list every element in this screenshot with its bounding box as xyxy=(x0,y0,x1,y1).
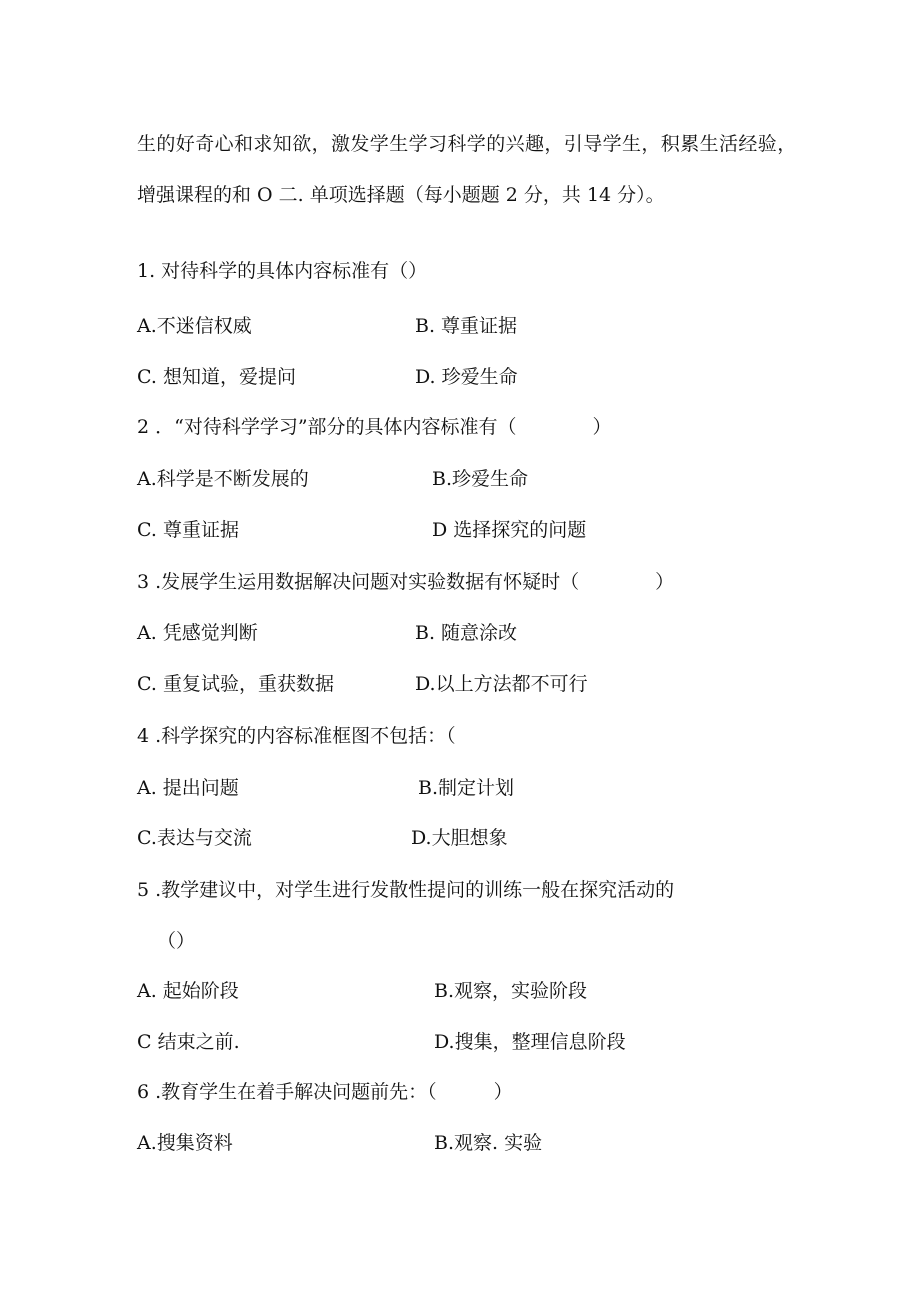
intro-line-2: 增强课程的和 O 二. 单项选择题（每小题题 2 分，共 14 分）。 xyxy=(137,184,665,206)
question-1-option-d: D. 珍爱生命 xyxy=(415,366,518,388)
question-1-stem: 1. 对待科学的具体内容标准有（） xyxy=(137,260,428,282)
question-3-option-c: C. 重复试验，重获数据 xyxy=(137,673,334,695)
question-5-stem-continuation: （） xyxy=(157,930,196,952)
question-5-stem: 5 .教学建议中，对学生进行发散性提问的训练一般在探究活动的 xyxy=(137,879,675,901)
question-2-option-b: B.珍爱生命 xyxy=(432,468,529,490)
question-5-option-c: C 结束之前. xyxy=(137,1031,240,1053)
question-3-option-b: B. 随意涂改 xyxy=(415,622,518,644)
question-4-option-a: A. 提出问题 xyxy=(137,777,239,799)
question-6-stem: 6 .教育学生在着手解决问题前先：（ ） xyxy=(137,1081,513,1103)
question-1-option-a: A.不迷信权威 xyxy=(137,315,252,337)
question-6-option-a: A.搜集资料 xyxy=(137,1132,233,1154)
question-1-option-b: B. 尊重证据 xyxy=(415,315,518,337)
intro-line-1: 生的好奇心和求知欲，激发学生学习科学的兴趣，引导学生，积累生活经验， xyxy=(137,133,797,155)
question-1-option-c: C. 想知道，爱提问 xyxy=(137,366,296,388)
question-3-option-a: A. 凭感觉判断 xyxy=(137,622,258,644)
question-2-option-c: C. 尊重证据 xyxy=(137,519,239,541)
question-5-option-a: A. 起始阶段 xyxy=(137,980,239,1002)
question-5-option-d: D.搜集，整理信息阶段 xyxy=(434,1031,626,1053)
question-2-option-a: A.科学是不断发展的 xyxy=(137,468,309,490)
question-3-stem: 3 .发展学生运用数据解决问题对实验数据有怀疑时（ ） xyxy=(137,571,675,593)
question-2-stem: 2 ．“对待科学学习”部分的具体内容标准有（ ） xyxy=(137,416,612,438)
question-6-option-b: B.观察. 实验 xyxy=(434,1132,543,1154)
question-4-option-d: D.大胆想象 xyxy=(411,827,508,849)
question-3-option-d: D.以上方法都不可行 xyxy=(415,673,588,695)
question-5-option-b: B.观察，实验阶段 xyxy=(434,980,588,1002)
question-2-option-d: D 选择探究的问题 xyxy=(432,519,587,541)
question-4-option-c: C.表达与交流 xyxy=(137,827,252,849)
question-4-option-b: B.制定计划 xyxy=(418,777,515,799)
question-4-stem: 4 .科学探究的内容标准框图不包括：（ xyxy=(137,725,456,747)
